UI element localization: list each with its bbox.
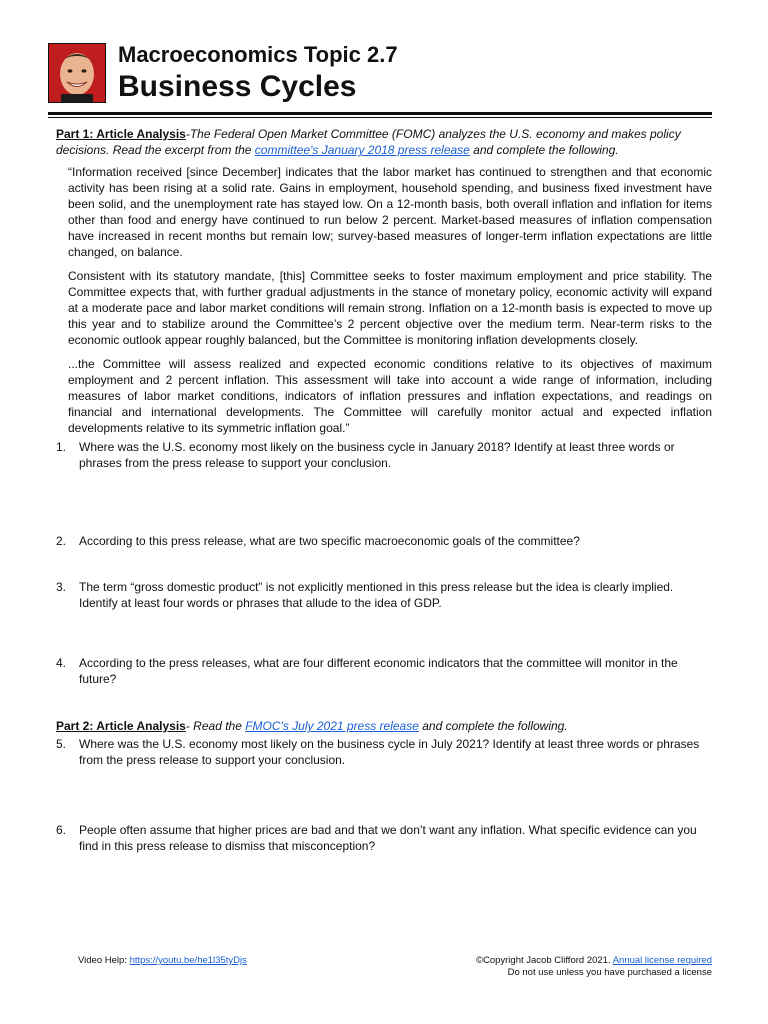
question-6 — [56, 822, 712, 854]
question-5 — [56, 736, 712, 768]
question-number: 5. — [56, 737, 67, 751]
question-text: Where was the U.S. economy most likely on the business cycle in January 2018? Identify at least three words or phrases from the press release to support your conclusion. — [79, 440, 675, 470]
question-1 — [56, 439, 712, 471]
question-text: According to the press releases, what are four different economic indicators that the committee will monitor in the future? — [79, 656, 678, 686]
video-help — [78, 955, 247, 967]
part2-intro: - Read the — [185, 719, 246, 733]
question-2 — [56, 533, 712, 549]
header-divider-thin — [48, 117, 712, 118]
license-notice: Do not use unless you have purchased a license — [507, 967, 712, 978]
topic-subtitle: Macroeconomics Topic 2.7 — [118, 42, 398, 67]
quote-paragraph: Consistent with its statutory mandate, [this] Committee seeks to foster maximum employment and price stability. The Committee expects that, with further gradual adjustments in the stance of monetary policy, economic activity will expand at a moderate pace and labor market conditions will remain strong. Inflation on a 12-month basis is expected to move up this year and to stabilize around the Committee’s 2 percent objective over the medium term. Near-term risks to the economic outlook appear roughly balanced, but the Committee is monitoring inflation developments closely. — [68, 269, 712, 347]
quote-paragraph: “Information received [since December] indicates that the labor market has continued to strengthen and that economic activity has been rising at a solid rate. Gains in employment, household spending, and business fixed investment have been solid, and the unemployment rate has stayed low. On a 12-month basis, both overall inflation and inflation for items other than food and energy have continued to run below 2 percent. Market-based measures of inflation compensation have increased in recent months but remain low; survey-based measures of longer-term inflation expectations are little changed, on balance. — [68, 165, 712, 259]
quote-paragraph: ...the Committee will assess realized and expected economic conditions relative to its objectives of maximum employment and 2 percent inflation. This assessment will take into account a wide range of information, including measures of labor market conditions, indicators of inflation pressures and inflation expectations, and readings on financial and international developments. The Committee will carefully monitor actual and expected inflation developments relative to its symmetric inflation goal.” — [68, 357, 712, 435]
video-help-link[interactable]: https://youtu.be/he1l35tyDjs — [129, 955, 247, 966]
question-number: 3. — [56, 580, 67, 594]
question-number: 4. — [56, 656, 67, 670]
part1-heading — [56, 126, 712, 158]
header-divider-thick — [48, 112, 712, 115]
part1-intro: -The Federal Open Market Committee (FOMC) analyzes the U.S. economy and makes policy decisions. Read the excerpt from the — [56, 127, 681, 157]
copyright-block — [476, 955, 712, 979]
part2-label: Part 2: Article Analysis — [56, 719, 186, 733]
question-4 — [56, 655, 712, 687]
question-number: 6. — [56, 823, 67, 837]
part2-heading — [56, 718, 712, 734]
copyright-text: ©Copyright Jacob Clifford 2021. — [475, 955, 613, 966]
january-2018-press-release-link[interactable]: committee's January 2018 press release — [254, 143, 470, 157]
part1-label: Part 1: Article Analysis — [56, 127, 186, 141]
question-number: 1. — [56, 440, 67, 454]
page-title: Business Cycles — [118, 70, 357, 103]
worksheet-content — [56, 126, 712, 854]
license-link[interactable]: Annual license required — [612, 955, 712, 966]
author-photo — [48, 43, 106, 103]
part2-intro-end: and complete the following. — [418, 719, 568, 733]
question-text: The term “gross domestic product” is not explicitly mentioned in this press release but the idea is clearly implied. Identify at least four words or phrases that allude to the idea of GDP. — [79, 580, 674, 610]
header — [48, 43, 712, 105]
july-2021-press-release-link[interactable]: FMOC's July 2021 press release — [245, 719, 419, 733]
question-number: 2. — [56, 534, 67, 548]
question-text: Where was the U.S. economy most likely on the business cycle in July 2021? Identify at least three words or phrases from the press release to support your conclusion. — [79, 737, 700, 767]
question-text: People often assume that higher prices are bad and that we don’t want any inflation. What specific evidence can you find in this press release to dismiss that misconception? — [79, 823, 697, 853]
video-help-label: Video Help: — [78, 955, 130, 966]
part1-intro-end: and complete the following. — [469, 143, 619, 157]
question-3 — [56, 579, 712, 611]
press-release-excerpt — [68, 164, 712, 436]
question-text: According to this press release, what are two specific macroeconomic goals of the committee? — [79, 534, 580, 548]
